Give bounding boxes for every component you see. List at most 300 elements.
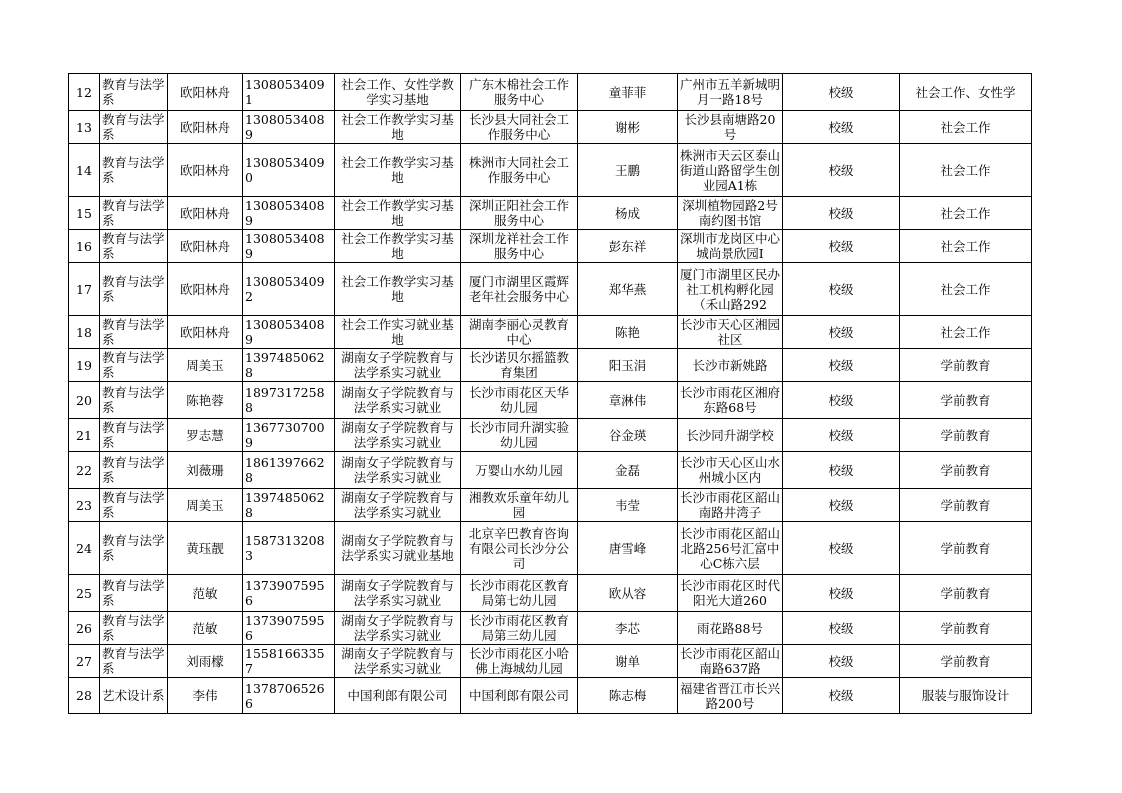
cell-major — [900, 111, 1032, 144]
cell-base-name — [335, 144, 461, 197]
cell-department-text: 教育与法学系 — [102, 350, 165, 380]
cell-org-contact — [578, 197, 678, 230]
cell-org-contact-text: 王鹏 — [614, 162, 640, 178]
practice-base-table — [68, 73, 1032, 714]
cell-phone — [243, 419, 335, 452]
cell-major — [900, 74, 1032, 111]
cell-phone — [243, 111, 335, 144]
cell-contact — [168, 230, 243, 263]
cell-base-name — [335, 522, 461, 575]
cell-address-text: 长沙市天心区山水州城小区内 — [680, 455, 780, 485]
table-row — [69, 489, 1032, 522]
cell-phone — [243, 263, 335, 316]
cell-contact — [168, 452, 243, 489]
cell-address-text: 长沙市新姚路 — [692, 357, 768, 373]
cell-base-name-text: 湖南女子学院教育与法学系实习就业 — [341, 420, 454, 450]
cell-organization — [461, 522, 578, 575]
cell-org-contact-text: 李芯 — [614, 620, 640, 636]
cell-org-contact-text: 金磊 — [614, 462, 640, 478]
cell-base-name-text: 湖南女子学院教育与法学系实习就业 — [341, 578, 454, 608]
cell-department — [100, 489, 168, 522]
cell-phone — [243, 74, 335, 111]
cell-phone-text: 13080534090 — [245, 155, 325, 185]
cell-level-text: 校级 — [828, 324, 854, 340]
cell-contact — [168, 349, 243, 382]
cell-level — [783, 111, 900, 144]
cell-address — [678, 316, 783, 349]
cell-address-text: 长沙县南塘路20号 — [684, 112, 776, 142]
cell-major — [900, 316, 1032, 349]
cell-level-text: 校级 — [828, 205, 854, 221]
cell-contact-text: 欧阳林舟 — [179, 205, 230, 221]
cell-organization-text: 株洲市大同社会工作服务中心 — [468, 155, 569, 185]
cell-level — [783, 678, 900, 714]
cell-address — [678, 612, 783, 645]
cell-number-text: 12 — [76, 84, 92, 100]
cell-org-contact-text: 谷金瑛 — [608, 427, 647, 443]
cell-number — [69, 612, 100, 645]
cell-contact-text: 欧阳林舟 — [179, 281, 230, 297]
table-row — [69, 522, 1032, 575]
cell-number-text: 25 — [76, 585, 92, 601]
cell-phone-text: 13739075956 — [245, 578, 325, 608]
cell-org-contact — [578, 263, 678, 316]
cell-phone-text: 13974850628 — [245, 350, 325, 380]
cell-major — [900, 144, 1032, 197]
cell-address — [678, 382, 783, 419]
cell-phone — [243, 452, 335, 489]
cell-base-name-text: 社会工作教学实习基地 — [341, 231, 454, 261]
cell-organization-text: 湖南李丽心灵教育中心 — [468, 317, 569, 347]
cell-major — [900, 452, 1032, 489]
table-row — [69, 349, 1032, 382]
cell-address — [678, 230, 783, 263]
cell-contact — [168, 678, 243, 714]
cell-major-text: 服装与服饰设计 — [921, 688, 1010, 703]
cell-level — [783, 74, 900, 111]
cell-org-contact — [578, 522, 678, 575]
cell-department-text: 教育与法学系 — [102, 198, 165, 228]
cell-base-name-text: 社会工作教学实习基地 — [341, 112, 454, 142]
cell-number — [69, 575, 100, 612]
cell-major — [900, 489, 1032, 522]
cell-department-text: 教育与法学系 — [102, 274, 165, 304]
cell-level-text: 校级 — [828, 688, 854, 703]
cell-base-name — [335, 349, 461, 382]
cell-base-name-text: 湖南女子学院教育与法学系实习就业 — [341, 385, 454, 415]
cell-number-text: 22 — [76, 462, 92, 478]
cell-contact-text: 欧阳林舟 — [179, 162, 230, 178]
cell-phone-text: 13080534092 — [245, 274, 325, 304]
cell-major — [900, 230, 1032, 263]
cell-base-name — [335, 419, 461, 452]
cell-phone — [243, 522, 335, 575]
cell-level — [783, 263, 900, 316]
cell-department-text: 教育与法学系 — [102, 231, 165, 261]
cell-major-text: 社会工作 — [940, 205, 991, 221]
cell-org-contact-text: 陈志梅 — [608, 688, 647, 703]
cell-major — [900, 419, 1032, 452]
cell-number — [69, 452, 100, 489]
cell-level — [783, 489, 900, 522]
cell-department-text: 艺术设计系 — [102, 688, 165, 703]
cell-contact — [168, 382, 243, 419]
cell-contact-text: 范敏 — [192, 585, 218, 601]
table-row — [69, 74, 1032, 111]
cell-number-text: 14 — [76, 162, 92, 178]
cell-department-text: 教育与法学系 — [102, 155, 165, 185]
cell-address — [678, 522, 783, 575]
cell-organization-text: 长沙市雨花区小哈佛上海城幼儿园 — [468, 646, 569, 676]
cell-org-contact — [578, 489, 678, 522]
cell-number — [69, 263, 100, 316]
cell-address-text: 广州市五羊新城明月一路18号 — [680, 77, 780, 107]
table-row — [69, 678, 1032, 714]
cell-phone-text: 18613976628 — [245, 455, 325, 485]
cell-org-contact — [578, 316, 678, 349]
cell-phone-text: 13080534089 — [245, 317, 325, 347]
cell-major — [900, 263, 1032, 316]
cell-address-text: 长沙市雨花区湘府东路68号 — [680, 385, 780, 415]
cell-organization — [461, 316, 578, 349]
cell-address-text: 福建省晋江市长兴路200号 — [680, 680, 780, 711]
cell-organization — [461, 382, 578, 419]
cell-base-name-text: 湖南女子学院教育与法学系实习就业 — [341, 490, 454, 520]
cell-level — [783, 419, 900, 452]
cell-level-text: 校级 — [828, 585, 854, 601]
cell-phone — [243, 316, 335, 349]
cell-department-text: 教育与法学系 — [102, 77, 165, 107]
cell-organization-text: 长沙市雨花区天华幼儿园 — [468, 385, 569, 415]
cell-phone — [243, 612, 335, 645]
table-row — [69, 645, 1032, 678]
cell-department — [100, 111, 168, 144]
cell-base-name — [335, 678, 461, 714]
cell-organization — [461, 144, 578, 197]
cell-department-text: 教育与法学系 — [102, 578, 165, 608]
cell-phone-text: 13739075956 — [245, 613, 325, 643]
cell-org-contact — [578, 452, 678, 489]
cell-level — [783, 197, 900, 230]
cell-organization-text: 长沙市雨花区教育局第七幼儿园 — [468, 578, 569, 608]
cell-organization-text: 万婴山水幼儿园 — [475, 462, 563, 478]
cell-level — [783, 316, 900, 349]
cell-address — [678, 144, 783, 197]
cell-address-text: 深圳市龙岗区中心城尚景欣园I — [680, 231, 780, 261]
cell-org-contact-text: 阳玉涓 — [608, 357, 647, 373]
cell-address-text: 长沙市雨花区韶山南路637路 — [680, 646, 780, 676]
cell-base-name — [335, 489, 461, 522]
cell-organization-text: 长沙县大同社会工作服务中心 — [468, 112, 569, 142]
cell-number — [69, 645, 100, 678]
cell-base-name — [335, 645, 461, 678]
table-row — [69, 111, 1032, 144]
cell-number — [69, 144, 100, 197]
cell-contact — [168, 522, 243, 575]
cell-org-contact — [578, 382, 678, 419]
cell-level — [783, 612, 900, 645]
cell-address-text: 长沙市雨花区时代阳光大道260 — [680, 578, 780, 608]
cell-contact-text: 范敏 — [192, 620, 218, 636]
table-row — [69, 575, 1032, 612]
cell-level — [783, 144, 900, 197]
cell-base-name — [335, 382, 461, 419]
cell-phone — [243, 575, 335, 612]
cell-phone — [243, 197, 335, 230]
cell-department — [100, 612, 168, 645]
cell-number — [69, 382, 100, 419]
cell-major — [900, 349, 1032, 382]
cell-org-contact-text: 杨成 — [614, 205, 640, 221]
cell-contact — [168, 645, 243, 678]
cell-level-text: 校级 — [828, 427, 854, 443]
cell-base-name — [335, 452, 461, 489]
cell-department — [100, 316, 168, 349]
cell-contact-text: 罗志慧 — [186, 427, 224, 443]
cell-level-text: 校级 — [828, 162, 854, 178]
cell-number-text: 26 — [76, 620, 92, 636]
cell-number-text: 27 — [76, 653, 92, 669]
cell-organization — [461, 230, 578, 263]
cell-organization-text: 广东木棉社会工作服务中心 — [468, 77, 569, 107]
cell-contact — [168, 74, 243, 111]
cell-department-text: 教育与法学系 — [102, 317, 165, 347]
cell-org-contact — [578, 645, 678, 678]
cell-number-text: 28 — [76, 688, 92, 703]
cell-base-name — [335, 111, 461, 144]
cell-major-text: 学前教育 — [940, 497, 991, 513]
cell-phone — [243, 489, 335, 522]
cell-address-text: 长沙市雨花区韶山南路井湾子 — [680, 490, 780, 520]
cell-level — [783, 575, 900, 612]
table-row — [69, 452, 1032, 489]
cell-base-name-text: 中国利郎有限公司 — [347, 688, 448, 703]
cell-level — [783, 645, 900, 678]
cell-organization — [461, 349, 578, 382]
cell-org-contact — [578, 144, 678, 197]
cell-address-text: 深圳植物园路2号南约图书馆 — [682, 198, 778, 228]
cell-contact — [168, 489, 243, 522]
cell-contact — [168, 144, 243, 197]
cell-phone — [243, 382, 335, 419]
cell-major — [900, 382, 1032, 419]
cell-org-contact-text: 谢彬 — [614, 119, 640, 135]
cell-address — [678, 678, 783, 714]
cell-organization-text: 厦门市湖里区霞辉老年社会服务中心 — [468, 274, 569, 304]
cell-base-name — [335, 316, 461, 349]
cell-major — [900, 612, 1032, 645]
cell-department — [100, 230, 168, 263]
cell-phone — [243, 645, 335, 678]
cell-base-name — [335, 612, 461, 645]
cell-department — [100, 74, 168, 111]
cell-organization — [461, 419, 578, 452]
cell-org-contact-text: 彭东祥 — [608, 238, 647, 254]
cell-org-contact — [578, 74, 678, 111]
cell-contact-text: 周美玉 — [186, 357, 224, 373]
cell-level-text: 校级 — [828, 497, 854, 513]
cell-department — [100, 144, 168, 197]
cell-address — [678, 575, 783, 612]
cell-organization-text: 深圳龙祥社会工作服务中心 — [468, 231, 569, 261]
cell-base-name-text: 社会工作教学实习基地 — [341, 274, 454, 304]
cell-department — [100, 678, 168, 714]
cell-level-text: 校级 — [828, 392, 854, 408]
cell-department — [100, 197, 168, 230]
cell-major-text: 学前教育 — [940, 357, 991, 373]
cell-organization-text: 长沙市雨花区教育局第三幼儿园 — [468, 613, 569, 643]
cell-address — [678, 452, 783, 489]
cell-address-text: 长沙市雨花区韶山北路256号汇富中心C栋六层 — [680, 525, 780, 571]
cell-contact-text: 刘雨檬 — [186, 653, 224, 669]
cell-contact — [168, 197, 243, 230]
cell-organization — [461, 575, 578, 612]
cell-department-text: 教育与法学系 — [102, 385, 165, 415]
cell-level — [783, 230, 900, 263]
cell-phone-text: 15873132083 — [245, 533, 325, 563]
cell-department — [100, 575, 168, 612]
cell-address — [678, 489, 783, 522]
cell-base-name-text: 湖南女子学院教育与法学系实习就业基地 — [341, 533, 454, 563]
cell-level-text: 校级 — [828, 462, 854, 478]
cell-org-contact-text: 韦莹 — [614, 497, 640, 513]
cell-number-text: 17 — [76, 281, 92, 297]
cell-major-text: 学前教育 — [940, 653, 991, 669]
cell-org-contact-text: 陈艳 — [614, 324, 640, 340]
cell-base-name — [335, 230, 461, 263]
cell-level-text: 校级 — [828, 653, 854, 669]
cell-number — [69, 419, 100, 452]
cell-major — [900, 575, 1032, 612]
cell-department — [100, 263, 168, 316]
cell-department — [100, 452, 168, 489]
cell-major-text: 社会工作 — [940, 324, 991, 340]
cell-major-text: 社会工作、女性学 — [915, 84, 1016, 100]
cell-org-contact — [578, 678, 678, 714]
cell-major-text: 学前教育 — [940, 392, 991, 408]
cell-level — [783, 382, 900, 419]
table-row — [69, 230, 1032, 263]
cell-address — [678, 74, 783, 111]
cell-department — [100, 382, 168, 419]
cell-contact-text: 周美玉 — [186, 497, 224, 513]
cell-level — [783, 349, 900, 382]
cell-major-text: 社会工作 — [940, 281, 991, 297]
cell-contact-text: 欧阳林舟 — [179, 324, 230, 340]
cell-address-text: 长沙市天心区湘园社区 — [680, 317, 780, 347]
cell-base-name-text: 湖南女子学院教育与法学系实习就业 — [341, 350, 454, 380]
cell-major-text: 学前教育 — [940, 585, 991, 601]
cell-base-name-text: 湖南女子学院教育与法学系实习就业 — [341, 646, 454, 676]
cell-address-text: 雨花路88号 — [697, 620, 763, 636]
cell-contact — [168, 419, 243, 452]
cell-number-text: 18 — [76, 324, 92, 340]
cell-contact-text: 陈艳蓉 — [186, 392, 224, 408]
cell-org-contact-text: 唐雪峰 — [608, 540, 647, 556]
cell-level — [783, 522, 900, 575]
cell-contact — [168, 316, 243, 349]
cell-major-text: 学前教育 — [940, 540, 991, 556]
cell-base-name-text: 社会工作、女性学教学实习基地 — [341, 77, 454, 107]
cell-department-text: 教育与法学系 — [102, 455, 165, 485]
cell-number-text: 19 — [76, 357, 92, 373]
cell-level-text: 校级 — [828, 84, 854, 100]
cell-department-text: 教育与法学系 — [102, 533, 165, 563]
cell-number-text: 24 — [76, 540, 92, 556]
cell-contact — [168, 575, 243, 612]
cell-organization-text: 北京辛巴教育咨询有限公司长沙分公司 — [468, 525, 569, 571]
cell-phone-text: 15581663357 — [245, 646, 325, 676]
cell-address — [678, 349, 783, 382]
cell-base-name — [335, 263, 461, 316]
cell-department — [100, 419, 168, 452]
cell-number — [69, 230, 100, 263]
cell-org-contact — [578, 419, 678, 452]
cell-address-text: 长沙同升湖学校 — [686, 427, 774, 443]
cell-base-name — [335, 74, 461, 111]
cell-organization — [461, 452, 578, 489]
cell-organization-text: 长沙诺贝尔摇篮教育集团 — [468, 350, 569, 380]
cell-number-text: 15 — [76, 205, 92, 221]
cell-department — [100, 522, 168, 575]
cell-major-text: 学前教育 — [940, 620, 991, 636]
cell-number — [69, 349, 100, 382]
cell-phone-text: 18973172588 — [245, 385, 325, 415]
cell-level-text: 校级 — [828, 119, 854, 135]
cell-phone — [243, 230, 335, 263]
cell-organization-text: 深圳正阳社会工作服务中心 — [468, 198, 569, 228]
cell-phone-text: 13974850628 — [245, 490, 325, 520]
cell-address — [678, 263, 783, 316]
cell-base-name — [335, 575, 461, 612]
cell-level-text: 校级 — [828, 357, 854, 373]
cell-organization — [461, 111, 578, 144]
cell-level — [783, 452, 900, 489]
cell-address-text: 厦门市湖里区民办社工机构孵化园（禾山路292 — [680, 266, 780, 312]
cell-organization — [461, 612, 578, 645]
cell-major — [900, 197, 1032, 230]
cell-phone-text: 13677307009 — [245, 420, 325, 450]
cell-org-contact-text: 谢单 — [614, 653, 640, 669]
cell-base-name-text: 湖南女子学院教育与法学系实习就业 — [341, 455, 454, 485]
cell-address — [678, 645, 783, 678]
table-row — [69, 144, 1032, 197]
cell-number-text: 20 — [76, 392, 92, 408]
cell-number-text: 21 — [76, 427, 92, 443]
cell-major-text: 社会工作 — [940, 238, 991, 254]
cell-department-text: 教育与法学系 — [102, 420, 165, 450]
cell-department-text: 教育与法学系 — [102, 613, 165, 643]
cell-contact-text: 李伟 — [192, 688, 218, 703]
cell-org-contact-text: 郑华燕 — [608, 281, 647, 297]
cell-org-contact-text: 欧从容 — [608, 585, 647, 601]
cell-org-contact-text: 童菲菲 — [608, 84, 647, 100]
cell-major-text: 社会工作 — [940, 119, 991, 135]
cell-department — [100, 645, 168, 678]
cell-major — [900, 678, 1032, 714]
cell-base-name-text: 湖南女子学院教育与法学系实习就业 — [341, 613, 454, 643]
cell-level-text: 校级 — [828, 281, 854, 297]
cell-organization — [461, 74, 578, 111]
cell-number — [69, 197, 100, 230]
cell-address-text: 株洲市天云区泰山街道山路留学生创业园A1栋 — [680, 147, 780, 193]
cell-org-contact — [578, 349, 678, 382]
table-row — [69, 419, 1032, 452]
cell-major-text: 社会工作 — [940, 162, 991, 178]
cell-org-contact-text: 章淋伟 — [608, 392, 647, 408]
cell-contact-text: 黄珏靓 — [186, 540, 224, 556]
cell-phone-text: 13080534089 — [245, 231, 325, 261]
